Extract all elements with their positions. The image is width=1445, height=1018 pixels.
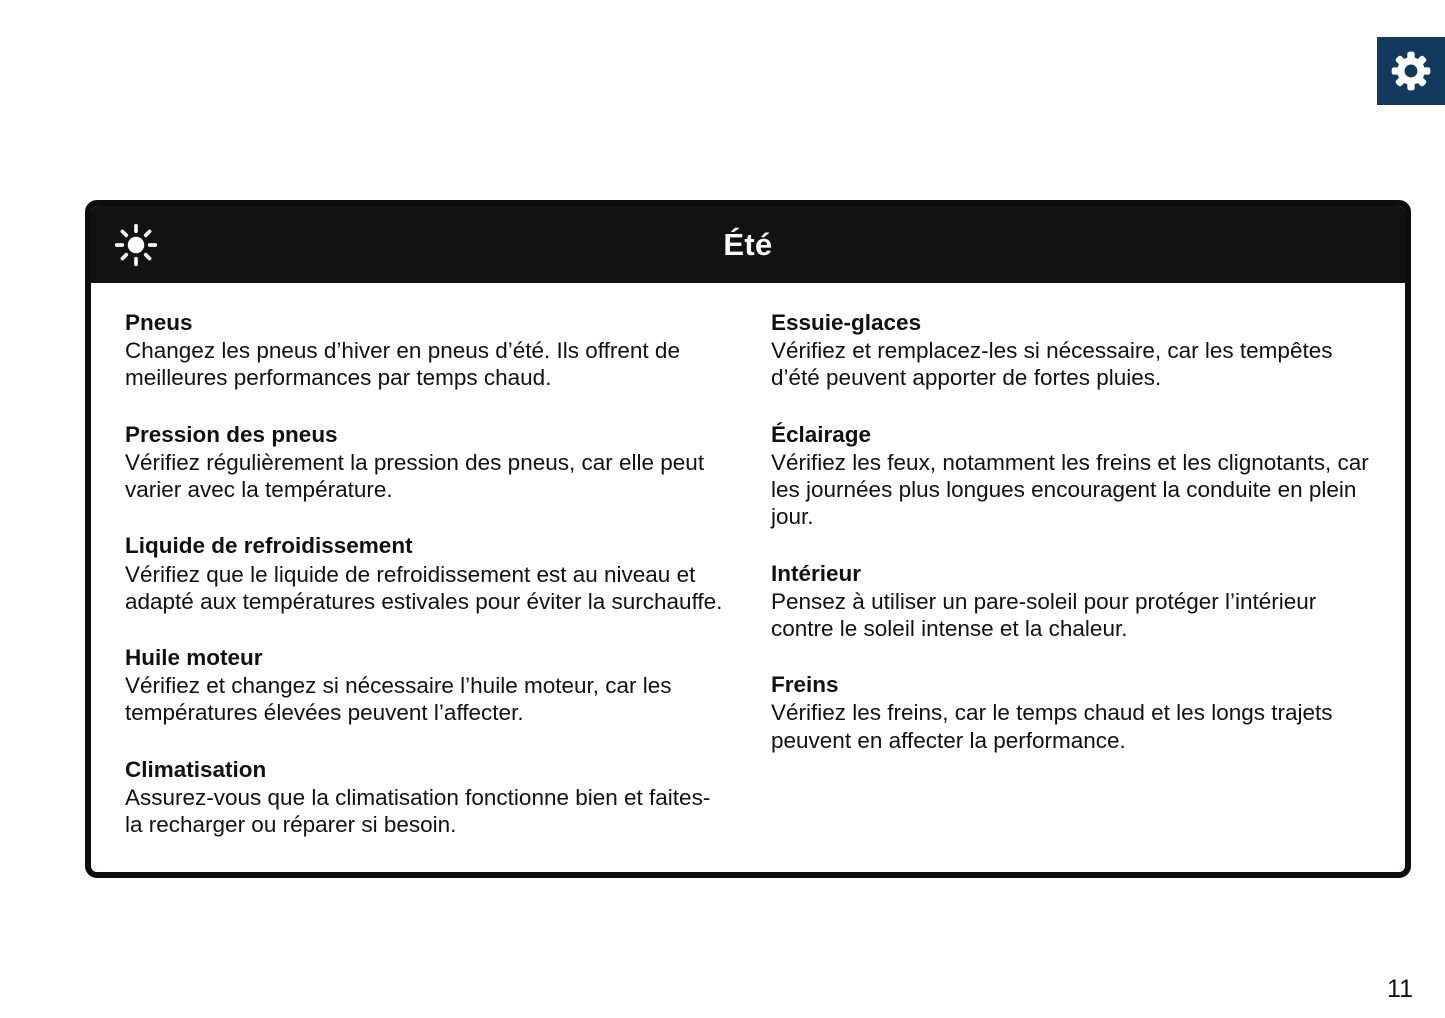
panel-body [91,283,1405,867]
entry-interieur [771,560,1369,643]
entry-essuie-glaces [771,309,1369,392]
settings-badge [1377,37,1445,105]
entry-heading: Éclairage [771,421,872,447]
entry-heading: Pneus [125,310,193,335]
entry-heading: Climatisation [125,756,267,782]
entry-pneus [125,309,723,392]
panel-title: Été [723,226,773,262]
entry-heading: Huile moteur [125,644,263,670]
entry-body: Vérifiez et remplacez-les si nécessaire, car les tempêtes d’été peuvent apporter de fortes pluies. [771,338,1333,391]
entry-heading: Freins [771,672,839,698]
entry-heading: Essuie-glaces [771,310,922,335]
left-column [125,309,723,867]
entry-heading: Intérieur [771,560,862,586]
entry-body: Vérifiez que le liquide de refroidissement est au niveau et adapté aux températures estivales pour éviter la surchauffe. [125,561,723,614]
entry-heading: Liquide de refroidissement [125,533,413,559]
entry-body: Vérifiez régulièrement la pression des pneus, car elle peut varier avec la température. [125,449,705,503]
entry-climatisation [125,756,723,839]
entry-liquide-de-refroidissement [125,532,723,615]
entry-huile-moteur [125,644,723,727]
panel-header [91,206,1405,283]
entry-heading: Pression des pneus [125,421,338,447]
entry-body: Vérifiez les freins, car le temps chaud et les longs trajets peuvent en affecter la performance. [771,700,1333,753]
entry-freins [771,671,1369,754]
sun-icon [113,222,159,268]
entry-eclairage [771,421,1369,531]
entry-body: Assurez-vous que la climatisation fonctionne bien et faites-la recharger ou réparer si besoin. [125,784,711,838]
entry-pression-des-pneus [125,421,723,504]
entry-body: Vérifiez les feux, notamment les freins et les clignotants, car les journées plus longues encouragent la conduite en plein jour. [771,449,1369,530]
entry-body: Vérifiez et changez si nécessaire l’huile moteur, car les températures élevées peuvent l’affecter. [125,673,672,726]
right-column [771,309,1369,867]
entry-body: Changez les pneus d’hiver en pneus d’été. Ils offrent de meilleures performances par temps chaud. [125,338,680,391]
summer-panel [85,200,1411,878]
gear-icon [1388,48,1434,94]
page-number: 11 [1387,975,1413,1003]
entry-body: Pensez à utiliser un pare-soleil pour protéger l’intérieur contre le soleil intense et la chaleur. [771,588,1317,641]
